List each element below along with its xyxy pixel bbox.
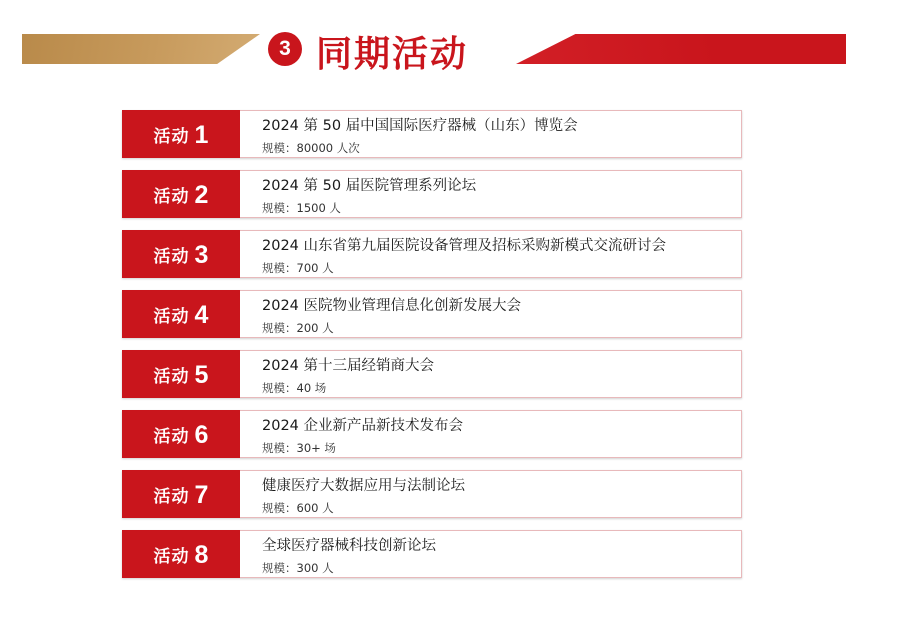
activity-title: 2024 企业新产品新技术发布会: [262, 418, 464, 435]
activity-scale: 规模：80000 人次: [262, 140, 360, 155]
page-header: [0, 24, 914, 78]
activity-tag-number: 1: [194, 120, 209, 149]
list-item: [122, 350, 742, 398]
activity-title: 全球医疗器械科技创新论坛: [262, 538, 436, 555]
activity-body: [240, 470, 742, 518]
activity-tag: [122, 290, 240, 338]
activity-tag-label: 活动: [153, 186, 190, 207]
activity-tag-number: 3: [194, 240, 209, 269]
activity-tag-label: 活动: [153, 306, 190, 327]
activity-scale: 规模：700 人: [262, 260, 334, 275]
activity-title: 2024 第十三届经销商大会: [262, 358, 435, 375]
activity-tag-label: 活动: [153, 426, 190, 447]
activity-scale: 规模：300 人: [262, 560, 334, 575]
activity-tag-number: 2: [194, 180, 209, 209]
activity-title: 2024 第 50 届医院管理系列论坛: [262, 178, 477, 195]
activity-tag: [122, 470, 240, 518]
activity-body: [240, 350, 742, 398]
page-title: 同期活动: [316, 34, 469, 75]
activity-scale: 规模：30+ 场: [262, 440, 336, 455]
activity-tag-label: 活动: [153, 246, 190, 267]
activity-body: [240, 170, 742, 218]
activity-body: [240, 410, 742, 458]
activity-list: [122, 110, 742, 590]
activity-tag: [122, 530, 240, 578]
list-item: [122, 110, 742, 158]
activity-body: [240, 110, 742, 158]
activity-title: 健康医疗大数据应用与法制论坛: [262, 478, 465, 495]
activity-tag: [122, 230, 240, 278]
activity-tag: [122, 170, 240, 218]
activity-tag: [122, 110, 240, 158]
activity-body: [240, 230, 742, 278]
activity-tag-label: 活动: [153, 546, 190, 567]
activity-tag: [122, 410, 240, 458]
activity-tag: [122, 350, 240, 398]
header-decor-red-bar: [516, 34, 846, 64]
list-item: [122, 470, 742, 518]
list-item: [122, 290, 742, 338]
activity-tag-number: 8: [194, 540, 209, 569]
activity-tag-label: 活动: [153, 366, 190, 387]
activity-scale: 规模：200 人: [262, 320, 334, 335]
activity-tag-number: 6: [194, 420, 209, 449]
activity-tag-label: 活动: [153, 126, 190, 147]
activity-tag-label: 活动: [153, 486, 190, 507]
activity-scale: 规模：600 人: [262, 500, 334, 515]
list-item: [122, 230, 742, 278]
section-number-badge: 3: [268, 32, 302, 66]
list-item: [122, 170, 742, 218]
activity-title: 2024 山东省第九届医院设备管理及招标采购新模式交流研讨会: [262, 238, 667, 255]
list-item: [122, 530, 742, 578]
activity-title: 2024 医院物业管理信息化创新发展大会: [262, 298, 522, 315]
activity-body: [240, 290, 742, 338]
activity-title: 2024 第 50 届中国国际医疗器械（山东）博览会: [262, 118, 578, 135]
activity-tag-number: 7: [194, 480, 209, 509]
activity-body: [240, 530, 742, 578]
activity-scale: 规模：1500 人: [262, 200, 341, 215]
activity-tag-number: 4: [194, 300, 209, 329]
activity-tag-number: 5: [194, 360, 209, 389]
activity-scale: 规模：40 场: [262, 380, 327, 395]
header-decor-gold-bar: [22, 34, 260, 64]
list-item: [122, 410, 742, 458]
